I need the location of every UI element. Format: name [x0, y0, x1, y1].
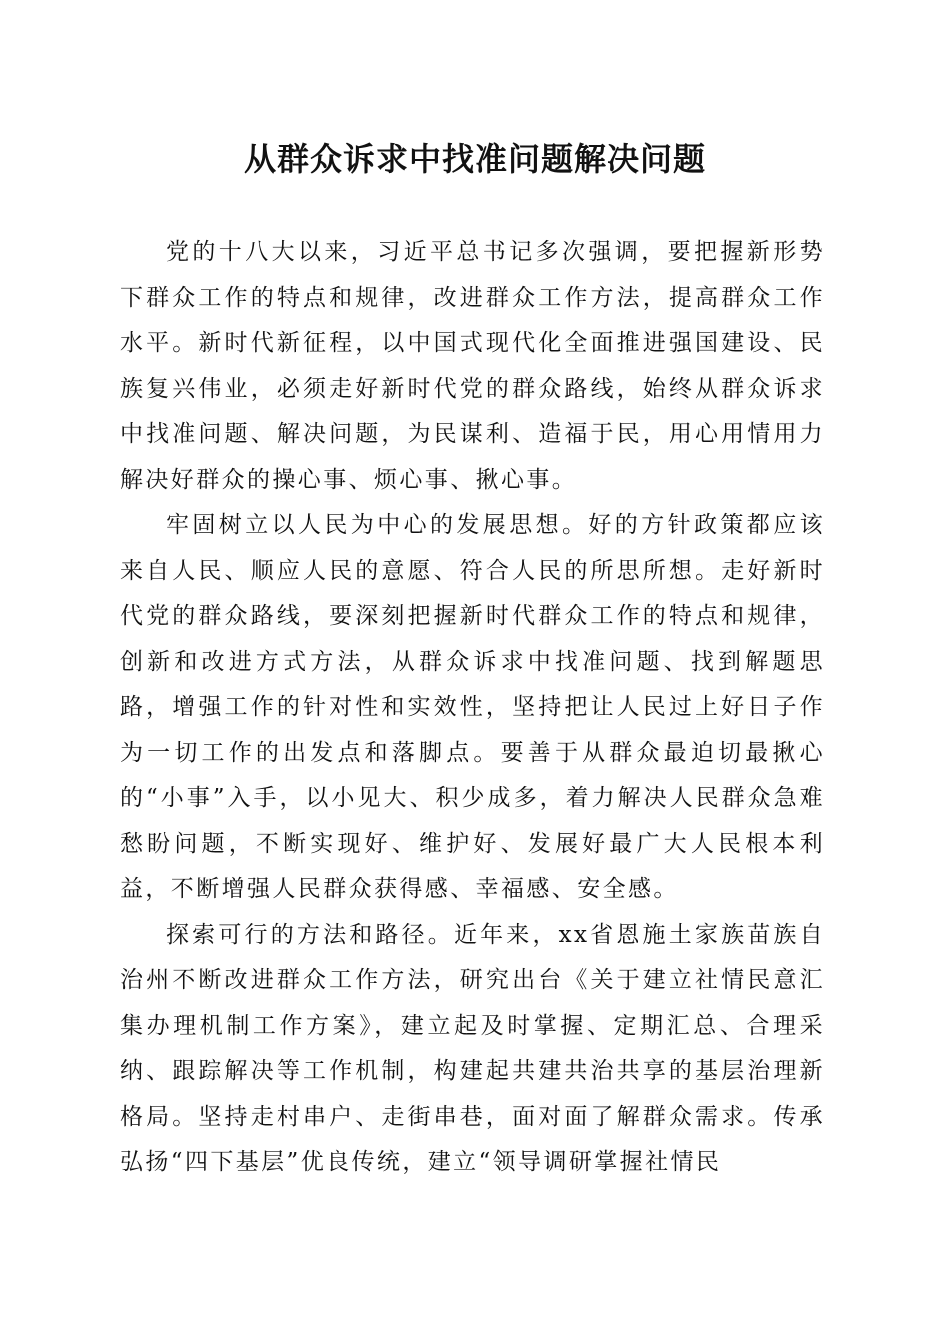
document-body	[120, 230, 825, 1186]
document-title: 从群众诉求中找准问题解决问题	[243, 140, 706, 178]
paragraph-2: 牢固树立以人民为中心的发展思想。好的方针政策都应该来自人民、顺应人民的意愿、符合人民的所思所想。走好新时代党的群众路线，要深刻把握新时代群众工作的特点和规律，创新和改进方式方法，从群众诉求中找准问题、找到解题思路，增强工作的针对性和实效性，坚持把让人民过上好日子作为一切工作的出发点和落脚点。要善于从群众最迫切最揪心的“小事”入手，以小见大、积少成多，着力解决人民群众急难愁盼问题，不断实现好、维护好、发展好最广大人民根本利益，不断增强人民群众获得感、幸福感、安全感。	[120, 512, 825, 902]
paragraph-1: 党的十八大以来，习近平总书记多次强调，要把握新形势下群众工作的特点和规律，改进群众工作方法，提高群众工作水平。新时代新征程，以中国式现代化全面推进强国建设、民族复兴伟业，必须走好新时代党的群众路线，始终从群众诉求中找准问题、解决问题，为民谋利、造福于民，用心用情用力解决好群众的操心事、烦心事、揪心事。	[120, 239, 825, 493]
paragraph-3: 探索可行的方法和路径。近年来，xx省恩施土家族苗族自治州不断改进群众工作方法，研究出台《关于建立社情民意汇集办理机制工作方案》，建立起及时掌握、定期汇总、合理采纳、跟踪解决等工作机制，构建起共建共治共享的基层治理新格局。坚持走村串户、走街串巷，面对面了解群众需求。传承弘扬“四下基层”优良传统，建立“领导调研掌握社情民	[120, 921, 825, 1175]
